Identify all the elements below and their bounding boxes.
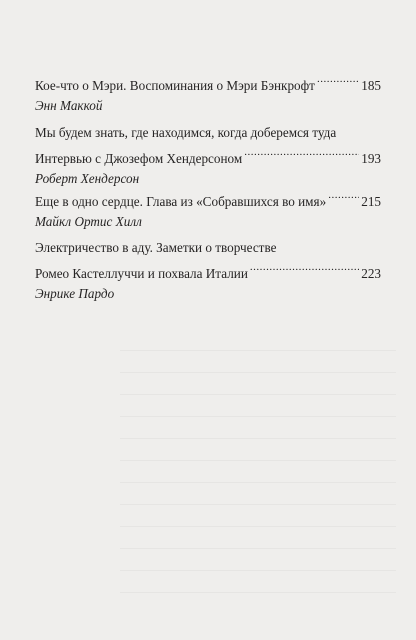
bleed-through-line xyxy=(120,504,396,505)
bleed-through-line xyxy=(120,548,396,549)
bleed-through-line xyxy=(120,416,396,417)
bleed-through-line xyxy=(120,592,396,593)
toc-entry-title-line xyxy=(35,186,381,212)
bleed-through-line xyxy=(120,350,396,351)
bleed-through-line xyxy=(120,482,396,483)
toc-entry-title-line xyxy=(35,143,381,169)
toc-entry-title-line xyxy=(35,70,381,96)
dot-leader xyxy=(244,143,359,163)
toc-page-number: 215 xyxy=(361,194,381,209)
toc-entry-title: Кое-что о Мэри. Воспоминания о Мэри Бэнкрофт xyxy=(35,78,315,93)
toc-entry[interactable] xyxy=(35,186,381,232)
bleed-through-line xyxy=(120,438,396,439)
toc-entry-title: Еще в одно сердце. Глава из «Собравшихся во имя» xyxy=(35,194,327,209)
toc-entry-title-line xyxy=(35,258,381,284)
bleed-through-line xyxy=(120,372,396,373)
bleed-through-line xyxy=(120,526,396,527)
toc-entry-author: Энрике Пардо xyxy=(35,286,115,301)
toc-entry-title-continued: Ромео Кастеллуччи и похвала Италии xyxy=(35,266,248,281)
toc-entry-title: Мы будем знать, где находимся, когда доберемся туда xyxy=(35,125,337,140)
toc-page-number: 185 xyxy=(361,78,381,93)
toc-entry[interactable] xyxy=(35,123,381,189)
toc-entry-title-continued: Интервью с Джозефом Хендерсоном xyxy=(35,151,243,166)
toc-entry-title: Электричество в аду. Заметки о творчестве xyxy=(35,240,277,255)
toc-entry[interactable] xyxy=(35,70,381,116)
dot-leader xyxy=(250,258,359,278)
toc-page-number: 223 xyxy=(361,266,381,281)
dot-leader xyxy=(328,186,359,206)
toc-page-number: 193 xyxy=(361,151,381,166)
bleed-through-line xyxy=(120,570,396,571)
toc-entry-author: Роберт Хендерсон xyxy=(35,171,140,186)
bleed-through-line xyxy=(120,394,396,395)
toc-entry-author: Майкл Ортис Хилл xyxy=(35,214,142,229)
toc-entry-title-line xyxy=(35,238,381,258)
dot-leader xyxy=(317,70,359,90)
toc-entry-title-line xyxy=(35,123,381,143)
toc-entry[interactable] xyxy=(35,238,381,304)
bleed-through-line xyxy=(120,460,396,461)
toc-entry-author: Энн Маккой xyxy=(35,98,103,113)
